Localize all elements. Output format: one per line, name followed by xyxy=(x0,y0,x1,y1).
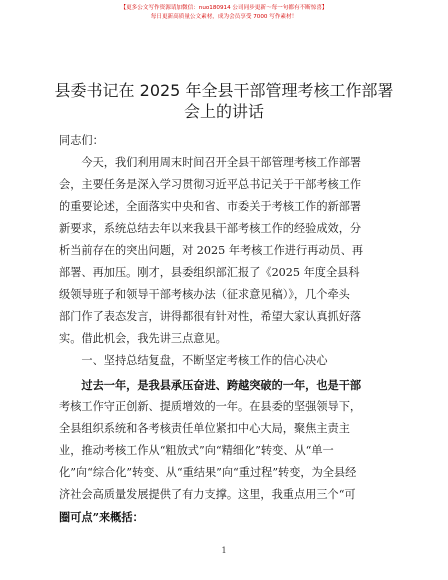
document-title-line1: 县委书记在 2025 年全县干部管理考核工作部署 xyxy=(54,81,394,100)
promo-banner-line2: 每日更新高质量公文素材，成为会员享受 7000 写作素材！ xyxy=(150,14,298,20)
paragraph-line: 的重要论述，全面落实中央和省、市委关于考核工作的新部署 xyxy=(59,200,362,213)
promo-banner-line1: 【更多公文写作资源请加微信：nuo180914 公司同步更新～每一句都有不断惊喜】 xyxy=(120,5,328,11)
paragraph-line-emphasis: 过去一年，是我县承压奋进、跨越突破的一年，也是干部 xyxy=(59,378,362,392)
paragraph-line: 考核工作守正创新、提质增效的一年。在县委的坚强领导下， xyxy=(59,400,362,413)
paragraph-line: 实。借此机会，我先讲三点意见。 xyxy=(59,332,227,345)
paragraph-line: 济社会高质量发展提供了有力支撑。这里，我重点用三个“可 xyxy=(59,488,356,501)
paragraph-line: 全县组织系统和各考核责任单位紧扣中心大局，聚焦主责主 xyxy=(59,422,350,435)
paragraph-1 xyxy=(59,152,391,350)
document-title xyxy=(40,80,408,122)
paragraph-line: 级领导班子和领导干部考核办法（征求意见稿）》，几个牵头 xyxy=(59,288,350,301)
promo-banner xyxy=(0,4,448,22)
section-heading-1: 一、坚持总结复盘，不断坚定考核工作的信心决心 xyxy=(59,354,328,367)
paragraph-line: 业，推动考核工作从“粗放式”向“精细化”转变、从“单一 xyxy=(59,444,334,457)
paragraph-line: 部署、再加压。刚才，县委组织部汇报了《2025 年度全县科 xyxy=(59,266,360,279)
paragraph-line: 化”向“综合化”转变、从“重结果”向“重过程”转变，为全县经 xyxy=(59,466,357,479)
paragraph-2 xyxy=(59,374,391,528)
page-number: 1 xyxy=(221,546,227,555)
paragraph-line-emphasis: 圈可点”来概括： xyxy=(59,510,144,524)
paragraph-line: 今天，我们利用周末时间召开全县干部管理考核工作部署 xyxy=(59,156,362,169)
document-title-line2: 会上的讲话 xyxy=(183,102,264,121)
paragraph-line: 部门作了表态发言，讲得都很有针对性，希望大家认真抓好落 xyxy=(59,310,362,323)
paragraph-line: 析当前存在的突出问题，对 2025 年考核工作进行再动员、再 xyxy=(59,244,364,257)
greeting: 同志们： xyxy=(59,134,104,147)
paragraph-line: 新要求，系统总结去年以来我县干部考核工作的经验成效，分 xyxy=(59,222,362,235)
paragraph-line: 会，主要任务是深入学习贯彻习近平总书记关于干部考核工作 xyxy=(59,178,362,191)
